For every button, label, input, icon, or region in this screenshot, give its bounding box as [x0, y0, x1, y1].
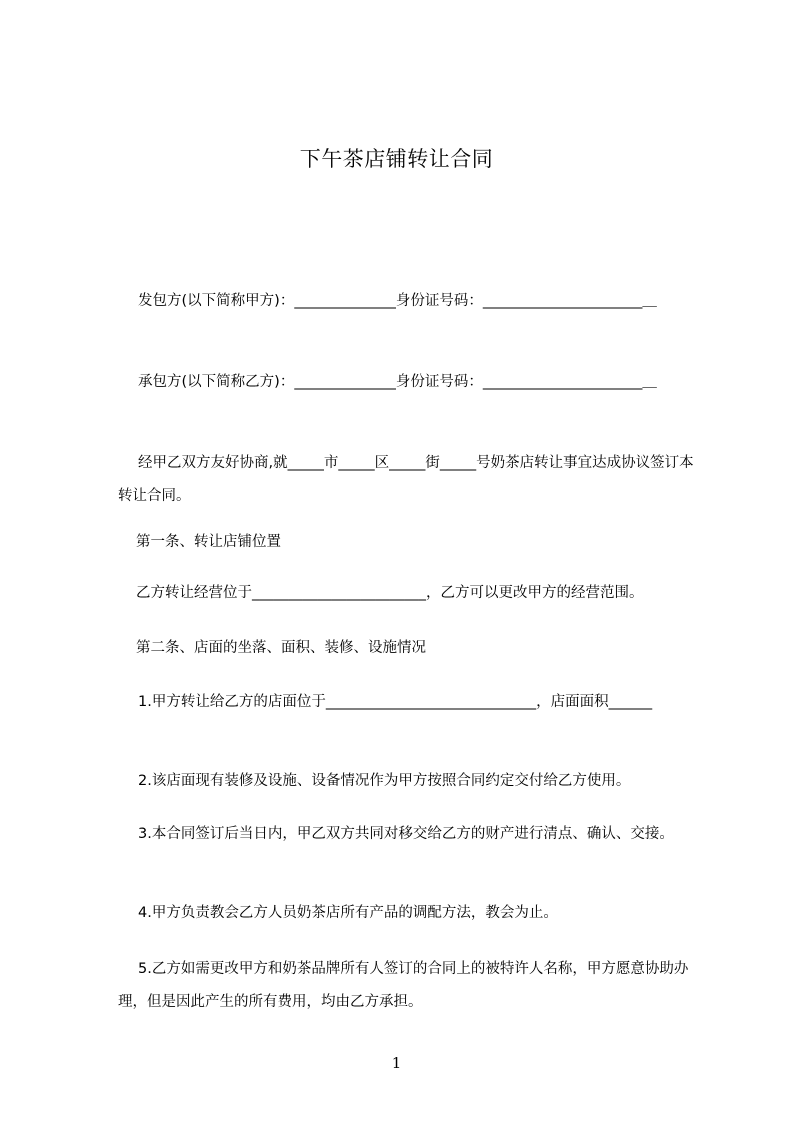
party-b-line: 承包方(以下简称乙方)：______________身份证号码：______________________＿ — [138, 374, 657, 390]
article-2-item-4: 4.甲方负责教会乙方人员奶茶店所有产品的调配方法，教会为止。 — [138, 905, 558, 921]
article-2-item-1: 1.甲方转让给乙方的店面位于_____________________________，店面面积______ — [138, 694, 653, 710]
document-title: 下午茶店铺转让合同 — [299, 147, 494, 171]
page-number: 1 — [391, 1054, 402, 1072]
article-2-item-3: 3.本合同签订后当日内，甲乙双方共同对移交给乙方的财产进行清点、确认、交接。 — [138, 826, 674, 842]
article-1-clause: 乙方转让经营位于________________________，乙方可以更改甲方的经营范围。 — [136, 585, 644, 601]
article-2-item-2: 2.该店面现有装修及设施、设备情况作为甲方按照合同约定交付给乙方使用。 — [138, 773, 631, 789]
preamble-paragraph: 经甲乙双方友好协商,就_____市_____区_____街_____号奶茶店转让事宜达成协议签订本转让合同。 — [118, 455, 694, 504]
article-2-heading: 第二条、店面的坐落、面积、装修、设施情况 — [136, 640, 426, 656]
article-2-item-5: 5.乙方如需更改甲方和奶茶品牌所有人签订的合同上的被特许人名称，甲方愿意协助办理，但是因此产生的所有费用，均由乙方承担。 — [118, 961, 689, 1010]
article-1-heading: 第一条、转让店铺位置 — [136, 534, 281, 550]
party-a-line: 发包方(以下简称甲方)：______________身份证号码：______________________＿ — [138, 293, 657, 309]
